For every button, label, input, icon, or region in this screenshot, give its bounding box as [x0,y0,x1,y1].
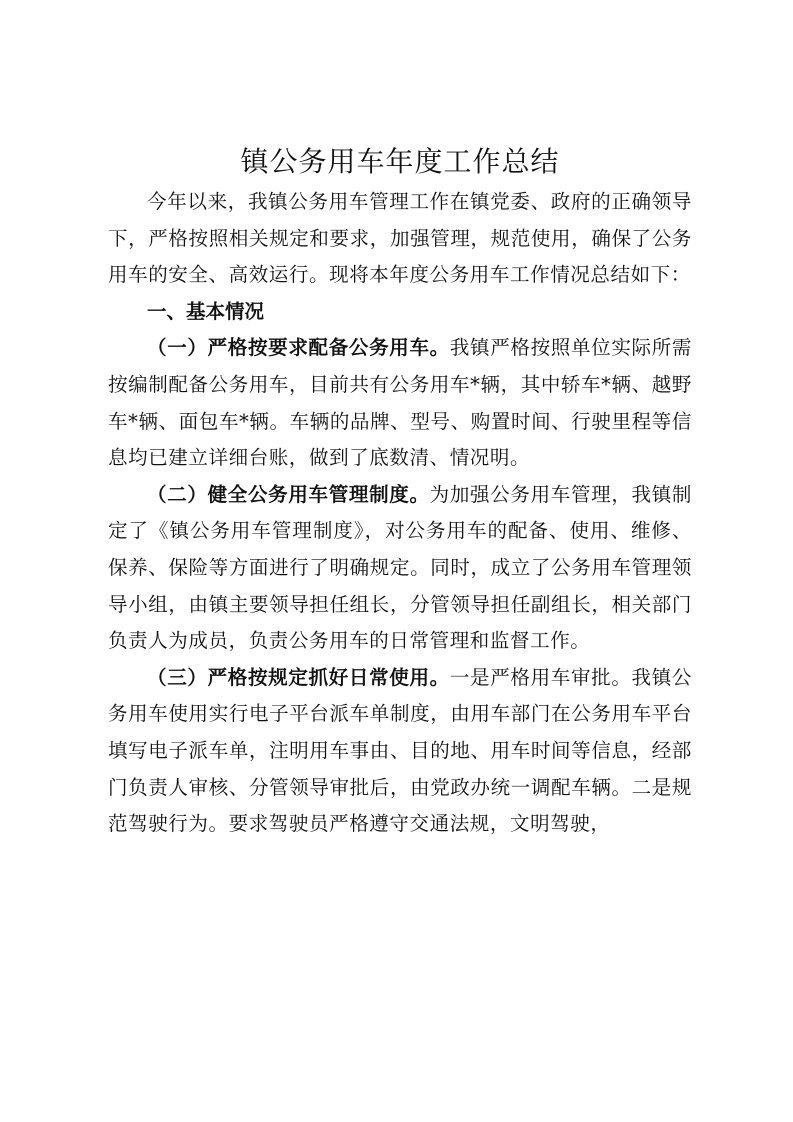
item-lead-3: （三）严格按规定抓好日常使用。 [147,665,450,689]
item-paragraph-3 [108,660,692,843]
item-paragraph-1 [108,330,692,476]
item-paragraph-2 [108,477,692,660]
item-lead-1: （一）严格按要求配备公务用车。 [147,336,450,360]
intro-paragraph: 今年以来，我镇公务用车管理工作在镇党委、政府的正确领导下，严格按照相关规定和要求，加强管理，规范使用，确保了公务用车的安全、高效运行。现将本年度公务用车工作情况总结如下： [108,190,692,287]
section-heading-basic-situation: 一、基本情况 [147,299,265,323]
document-title: 镇公务用车年度工作总结 [240,145,560,178]
document-page [108,140,692,843]
item-text-1: 我镇严格按照单位实际所需按编制配备公务用车，目前共有公务用车*辆，其中轿车*辆、越野车*辆、面包车*辆。车辆的品牌、型号、购置时间、行驶里程等信息均已建立详细台账，做到了底数清、情况明。 [108,336,692,470]
item-text-3: 一是严格用车审批。我镇公务用车使用实行电子平台派车单制度，由用车部门在公务用车平台填写电子派车单，注明用车事由、目的地、用车时间等信息，经部门负责人审核、分管领导审批后，由党政办统一调配车辆。二是规范驾驶行为。要求驾驶员严格遵守交通法规，文明驾驶， [108,665,692,836]
item-lead-2: （二）健全公务用车管理制度。 [147,482,430,506]
item-text-2: 为加强公务用车管理，我镇制定了《镇公务用车管理制度》，对公务用车的配备、使用、维修、保养、保险等方面进行了明确规定。同时，成立了公务用车管理领导小组，由镇主要领导担任组长，分管领导担任副组长，相关部门负责人为成员，负责公务用车的日常管理和监督工作。 [108,482,692,653]
